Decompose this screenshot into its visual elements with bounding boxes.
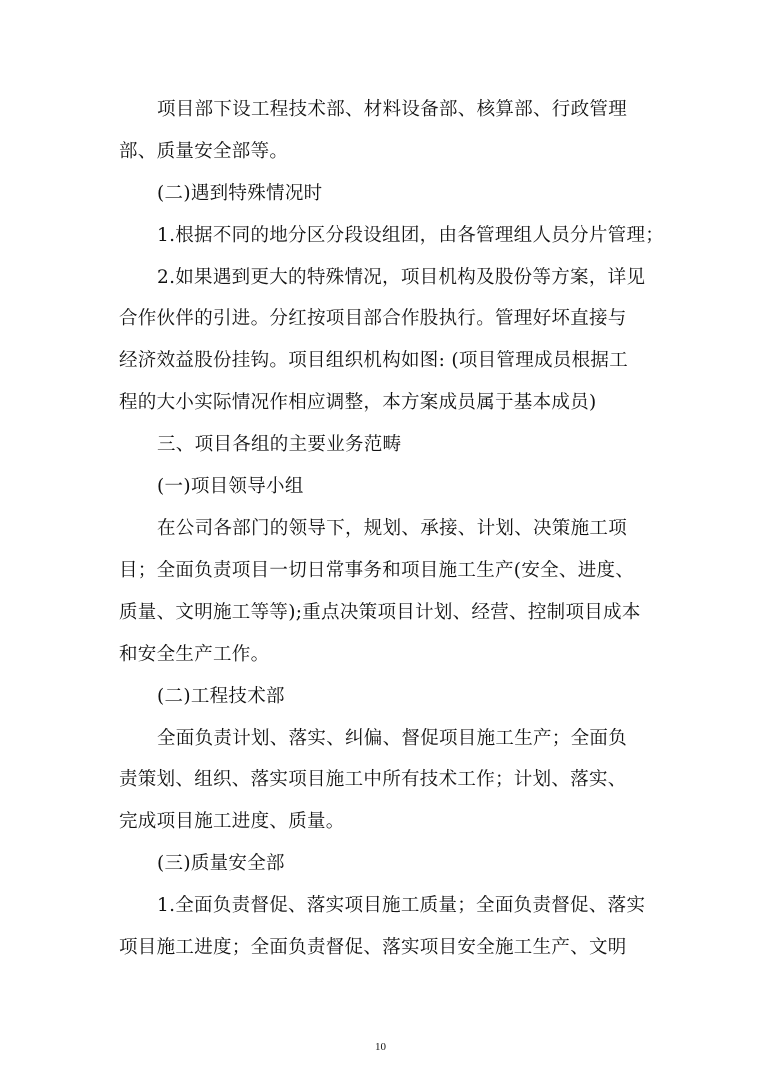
text-line-1: 项目部下设工程技术部、材料设备部、核算部、行政管理	[157, 99, 628, 120]
text-line-4: 1.根据不同的地分区分段设组团，由各管理组人员分片管理；	[157, 225, 665, 246]
text-line-7: 经济效益股份挂钩。项目组织机构如图: (项目管理成员根据工	[119, 350, 629, 371]
text-line-18: 完成项目施工进度、质量。	[119, 811, 345, 832]
text-line-16: 全面负责计划、落实、纠偏、督促项目施工生产；全面负	[157, 728, 628, 749]
section-heading-quality-safety: (三)质量安全部	[157, 853, 285, 874]
text-line-20: 1.全面负责督促、落实项目施工质量；全面负责督促、落实	[157, 895, 646, 916]
section-heading-engineering-dept: (二)工程技术部	[157, 686, 285, 707]
text-line-6: 合作伙伴的引进。分红按项目部合作股执行。管理好坏直接与	[119, 308, 627, 329]
text-line-11: 在公司各部门的领导下，规划、承接、计划、决策施工项	[157, 518, 628, 539]
section-heading-business-scope: 三、项目各组的主要业务范畴	[157, 434, 402, 455]
text-line-2: 部、质量安全部等。	[119, 141, 289, 162]
text-line-5: 2.如果遇到更大的特殊情况，项目机构及股份等方案，详见	[157, 267, 646, 288]
section-heading-leadership-group: (一)项目领导小组	[157, 476, 304, 497]
text-line-12: 目；全面负责项目一切日常事务和项目施工生产(安全、进度、	[119, 560, 635, 581]
page-number: 10	[375, 1041, 386, 1053]
section-heading-special-cases: (二)遇到特殊情况时	[157, 183, 323, 204]
text-line-17: 责策划、组织、落实项目施工中所有技术工作；计划、落实、	[119, 769, 627, 790]
text-line-13: 质量、文明施工等等);重点决策项目计划、经营、控制项目成本	[119, 602, 641, 623]
text-line-21: 项目施工进度；全面负责督促、落实项目安全施工生产、文明	[119, 937, 627, 958]
text-line-8: 程的大小实际情况作相应调整，本方案成员属于基本成员)	[119, 392, 597, 413]
text-line-14: 和安全生产工作。	[119, 644, 270, 665]
